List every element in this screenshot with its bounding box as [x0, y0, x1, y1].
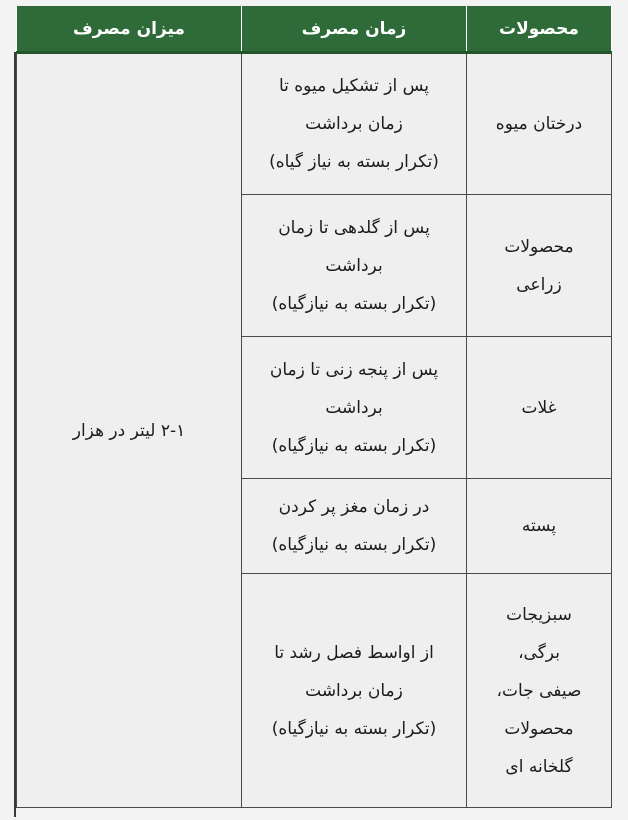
time-line: زمان برداشت [305, 680, 403, 701]
amount-value: ۲-۱ لیتر در هزار [72, 420, 186, 441]
product-line: غلات [521, 397, 557, 418]
time-line: از اواسط فصل رشد تا [274, 642, 434, 663]
table-body [17, 53, 612, 808]
time-line: برداشت [325, 255, 383, 276]
product-cell [467, 479, 612, 574]
table-header-row [17, 6, 612, 53]
time-line: (تکرار بسته به نیازگیاه) [271, 293, 437, 314]
product-line: برگی، [518, 642, 560, 663]
time-cell [242, 574, 467, 808]
table-row [17, 53, 612, 195]
time-line: (تکرار بسته به نیازگیاه) [271, 535, 437, 555]
product-cell [467, 574, 612, 808]
time-line: (تکرار بسته به نیازگیاه) [271, 435, 437, 456]
time-line: در زمان مغز پر کردن [278, 497, 430, 517]
time-cell [242, 479, 467, 574]
product-line: صیفی جات، [496, 680, 582, 701]
time-cell [242, 53, 467, 195]
time-line: پس از تشکیل میوه تا [278, 76, 430, 96]
header-time: زمان مصرف [242, 6, 467, 53]
product-cell [467, 337, 612, 479]
product-cell [467, 195, 612, 337]
time-line: پس از پنجه زنی تا زمان [269, 359, 439, 380]
product-line: محصولات [504, 236, 574, 257]
product-line: گلخانه ای [505, 756, 573, 777]
product-line: زراعی [516, 274, 562, 295]
product-line: محصولات [504, 718, 574, 739]
time-cell [242, 195, 467, 337]
time-line: برداشت [325, 397, 383, 418]
time-line: (تکرار بسته به نیاز گیاه) [269, 152, 439, 172]
usage-table [16, 6, 612, 808]
amount-cell [17, 53, 242, 808]
product-line: درختان میوه [495, 114, 583, 134]
time-line: (تکرار بسته به نیازگیاه) [271, 718, 437, 739]
product-line: سبزیجات [506, 604, 572, 625]
product-cell [467, 53, 612, 195]
time-line: زمان برداشت [305, 114, 403, 134]
product-line: پسته [521, 516, 557, 536]
header-products: محصولات [467, 6, 612, 53]
header-amount: میزان مصرف [17, 6, 242, 53]
time-line: پس از گلدهی تا زمان [278, 217, 430, 238]
time-cell [242, 337, 467, 479]
